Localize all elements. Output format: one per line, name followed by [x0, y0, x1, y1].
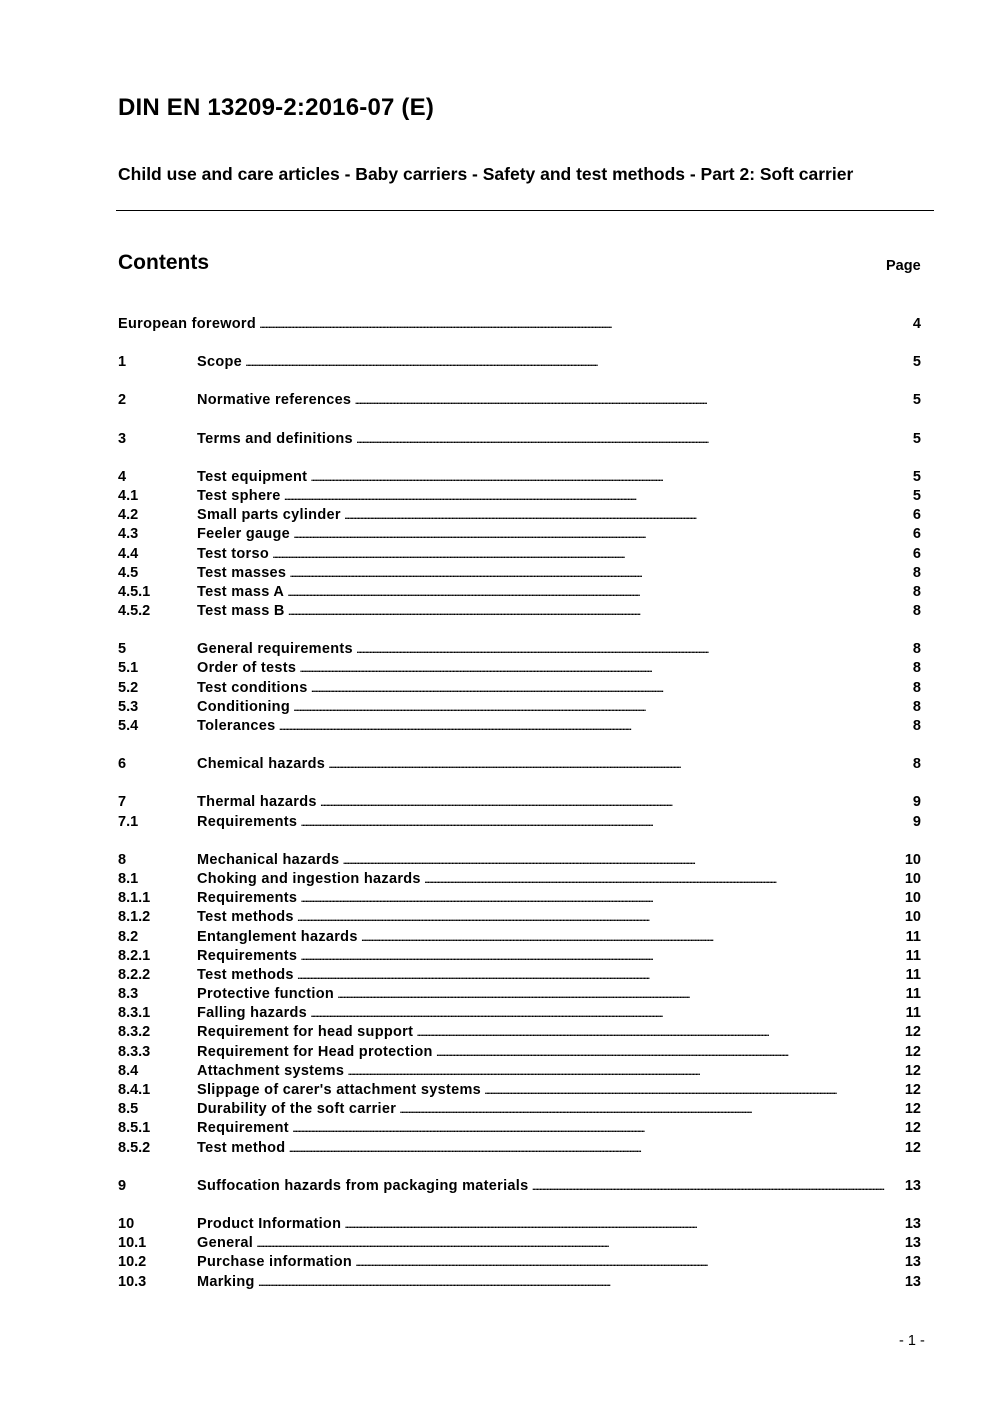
toc-entry[interactable]	[118, 660, 921, 679]
toc-dot-leader	[356, 431, 912, 447]
toc-entry-number: 4.1	[118, 487, 139, 504]
toc-entry[interactable]	[118, 392, 921, 411]
toc-entry-number: 5.2	[118, 679, 139, 696]
toc-dot-leader	[328, 756, 912, 772]
toc-dot-leader	[288, 603, 912, 619]
toc-entry-page: 12	[904, 1139, 921, 1156]
toc-entry[interactable]	[118, 794, 921, 813]
toc-entry-page: 8	[912, 679, 921, 696]
toc-entry[interactable]	[118, 316, 921, 335]
toc-dot-leader	[287, 584, 912, 600]
toc-entry-title: Test conditions	[197, 679, 308, 696]
document-title: DIN EN 13209-2:2016-07 (E)	[118, 94, 435, 121]
toc-dot-leader	[288, 1140, 903, 1156]
toc-entry-page: 10	[904, 890, 921, 907]
toc-entry-page: 11	[905, 947, 921, 964]
toc-entry[interactable]	[118, 1254, 921, 1273]
toc-dot-leader	[256, 1235, 904, 1251]
toc-entry[interactable]	[118, 1120, 921, 1139]
toc-entry-number: 8.5.2	[118, 1139, 151, 1156]
toc-entry-number: 2	[118, 392, 127, 409]
toc-entry-page: 13	[904, 1215, 921, 1232]
toc-entry[interactable]	[118, 756, 921, 775]
toc-entry-number: 8.4.1	[118, 1082, 151, 1098]
toc-entry-title: Tolerances	[197, 718, 276, 734]
toc-entry-page: 10	[904, 870, 921, 887]
title-divider	[116, 210, 934, 211]
toc-entry-number: 10.2	[118, 1254, 147, 1271]
toc-entry-number: 8	[118, 851, 127, 868]
toc-entry[interactable]	[118, 546, 921, 565]
toc-entry-number: 4.5.2	[118, 603, 151, 620]
toc-dot-leader	[531, 1178, 903, 1194]
toc-entry[interactable]	[118, 929, 921, 948]
toc-entry-page: 12	[904, 1101, 921, 1118]
toc-entry-page: 6	[912, 526, 921, 543]
toc-entry-title: Purchase information	[197, 1254, 353, 1271]
toc-entry[interactable]	[118, 488, 921, 507]
toc-entry-title: Small parts cylinder	[197, 507, 341, 524]
toc-entry-page: 11	[905, 986, 921, 1003]
toc-entry-title: General	[197, 1235, 254, 1252]
toc-entry-title: Requirement for Head protection	[197, 1043, 433, 1060]
toc-entry-page: 5	[912, 468, 921, 485]
toc-dot-leader	[299, 660, 912, 676]
toc-entry-number: 5.1	[118, 660, 139, 677]
toc-entry[interactable]	[118, 890, 921, 909]
toc-dot-leader	[416, 1024, 904, 1040]
toc-entry-page: 12	[904, 1082, 921, 1098]
toc-entry-number: 10.3	[118, 1273, 147, 1290]
toc-dot-leader	[484, 1082, 904, 1098]
toc-dot-leader	[292, 1120, 904, 1136]
toc-dot-leader	[300, 890, 904, 906]
page-number: - 1 -	[899, 1333, 925, 1349]
toc-entry-page: 11	[905, 928, 921, 945]
toc-entry-number: 8.5	[118, 1101, 139, 1118]
toc-entry-page: 9	[912, 813, 921, 830]
toc-entry-page: 8	[912, 660, 921, 677]
toc-entry-number: 4.5.1	[118, 583, 151, 600]
toc-entry-page: 11	[905, 966, 921, 983]
toc-entry-number: 8.3.1	[118, 1005, 151, 1022]
toc-entry[interactable]	[118, 1101, 921, 1120]
toc-dot-leader	[337, 986, 905, 1002]
toc-entry-number: 8.3	[118, 986, 139, 1003]
toc-entry-title: Requirements	[197, 890, 298, 907]
toc-dot-leader	[347, 1063, 904, 1079]
toc-entry-number: 8.2	[118, 928, 139, 945]
toc-entry[interactable]	[118, 680, 921, 699]
toc-entry-title: Entanglement hazards	[197, 928, 358, 945]
toc-entry-title: Falling hazards	[197, 1005, 308, 1022]
toc-dot-leader	[279, 718, 912, 734]
toc-entry-page: 5	[912, 430, 921, 447]
toc-entry-page: 12	[904, 1120, 921, 1137]
toc-entry[interactable]	[118, 1044, 921, 1063]
toc-entry-title: Requirement for head support	[197, 1024, 414, 1041]
toc-entry[interactable]	[118, 1024, 921, 1043]
toc-dot-leader	[355, 1254, 904, 1270]
toc-entry-page: 8	[912, 641, 921, 658]
toc-entry-page: 5	[912, 392, 921, 409]
toc-entry[interactable]	[118, 641, 921, 660]
toc-entry-page: 12	[904, 1043, 921, 1060]
table-of-contents	[118, 316, 921, 1293]
toc-dot-leader	[258, 1274, 904, 1290]
toc-entry[interactable]	[118, 967, 921, 986]
toc-dot-leader	[289, 565, 912, 581]
toc-entry-page: 8	[912, 583, 921, 600]
toc-entry-number: 4	[118, 468, 127, 485]
toc-entry-number: 1	[118, 354, 127, 371]
toc-entry-number: 7	[118, 794, 127, 811]
toc-entry-title: Test mass B	[197, 603, 285, 620]
toc-entry-page: 12	[904, 1062, 921, 1079]
toc-entry-page: 10	[904, 851, 921, 868]
toc-entry[interactable]	[118, 469, 921, 488]
toc-entry-title: General requirements	[197, 641, 353, 658]
toc-entry-page: 5	[912, 354, 921, 371]
toc-dot-leader	[436, 1044, 904, 1060]
toc-entry-page: 13	[904, 1177, 921, 1194]
toc-entry[interactable]	[118, 1140, 921, 1159]
toc-entry[interactable]	[118, 909, 921, 928]
toc-dot-leader	[310, 469, 912, 485]
toc-entry-title: Normative references	[197, 392, 352, 409]
toc-dot-leader	[311, 680, 912, 696]
toc-entry[interactable]	[118, 1005, 921, 1024]
toc-entry-title: Test masses	[197, 564, 287, 581]
toc-entry-title: Choking and ingestion hazards	[197, 870, 421, 887]
toc-dot-leader	[259, 316, 912, 332]
toc-dot-leader	[300, 814, 912, 830]
toc-entry-page: 6	[912, 545, 921, 562]
toc-dot-leader	[356, 641, 912, 657]
toc-dot-leader	[424, 871, 904, 887]
toc-entry-number: 8.1.1	[118, 890, 151, 907]
toc-entry-title: Test method	[197, 1139, 286, 1156]
toc-entry-number: 8.1.2	[118, 909, 151, 926]
toc-entry-number: 8.4	[118, 1062, 139, 1079]
toc-dot-leader	[354, 392, 912, 408]
toc-entry-number: 8.2.1	[118, 947, 151, 964]
toc-entry[interactable]	[118, 1216, 921, 1235]
toc-entry-title: Test sphere	[197, 487, 281, 504]
toc-entry-page: 11	[905, 1005, 921, 1022]
toc-entry-title: Attachment systems	[197, 1062, 345, 1079]
toc-entry-title: Thermal hazards	[197, 794, 317, 811]
toc-entry-number: 10	[118, 1215, 135, 1232]
toc-entry-title: Requirements	[197, 813, 298, 830]
toc-entry-number: 8.1	[118, 870, 139, 887]
toc-entry-title: Chemical hazards	[197, 756, 326, 773]
toc-entry-page: 13	[904, 1235, 921, 1252]
toc-entry-page: 8	[912, 603, 921, 620]
toc-entry-number: 5.4	[118, 718, 139, 734]
toc-entry[interactable]	[118, 986, 921, 1005]
toc-entry-number: 6	[118, 756, 127, 773]
toc-entry-number: 4.4	[118, 545, 139, 562]
toc-entry-title: Requirement	[197, 1120, 289, 1137]
toc-entry-title: Test mass A	[197, 583, 285, 600]
toc-entry-page: 8	[912, 564, 921, 581]
contents-heading: Contents	[118, 251, 209, 274]
toc-entry-number: 4.3	[118, 526, 139, 543]
toc-entry-title: Requirements	[197, 947, 298, 964]
toc-entry-number: 8.3.3	[118, 1043, 151, 1060]
toc-entry-number: 7.1	[118, 813, 139, 830]
toc-entry-title: Test methods	[197, 909, 294, 926]
toc-entry-number: 5.3	[118, 698, 139, 715]
toc-entry-title: European foreword	[118, 316, 257, 332]
toc-entry-page: 13	[904, 1254, 921, 1271]
toc-entry-number: 8.2.2	[118, 966, 151, 983]
toc-entry[interactable]	[118, 699, 921, 718]
toc-entry-title: Durability of the soft carrier	[197, 1101, 397, 1118]
toc-entry-title: Terms and definitions	[197, 430, 353, 447]
document-subtitle: Child use and care articles - Baby carriers - Safety and test methods - Part 2: Soft carrier	[118, 164, 854, 184]
toc-entry-page: 12	[904, 1024, 921, 1041]
toc-entry[interactable]	[118, 526, 921, 545]
toc-entry-page: 8	[912, 698, 921, 715]
toc-entry-page: 8	[912, 718, 921, 734]
toc-entry-number: 4.5	[118, 564, 139, 581]
toc-dot-leader	[344, 507, 912, 523]
toc-entry-title: Test methods	[197, 966, 294, 983]
toc-entry-page: 13	[904, 1273, 921, 1290]
toc-dot-leader	[399, 1101, 904, 1117]
toc-entry-page: 8	[912, 756, 921, 773]
toc-entry-page: 10	[904, 909, 921, 926]
toc-entry[interactable]	[118, 565, 921, 584]
toc-entry[interactable]	[118, 1063, 921, 1082]
toc-entry-number: 4.2	[118, 507, 139, 524]
toc-dot-leader	[297, 909, 904, 925]
toc-dot-leader	[344, 1216, 904, 1232]
toc-entry[interactable]	[118, 852, 921, 871]
toc-dot-leader	[245, 354, 912, 370]
toc-entry-title: Product Information	[197, 1215, 342, 1232]
toc-entry-title: Marking	[197, 1273, 255, 1290]
toc-entry-page: 5	[912, 487, 921, 504]
toc-entry-number: 5	[118, 641, 127, 658]
toc-entry-number: 10.1	[118, 1235, 147, 1252]
toc-entry-number: 8.3.2	[118, 1024, 151, 1041]
toc-entry-page: 6	[912, 507, 921, 524]
toc-dot-leader	[297, 967, 905, 983]
toc-entry[interactable]	[118, 1178, 921, 1197]
toc-dot-leader	[361, 929, 905, 945]
toc-entry[interactable]	[118, 1082, 921, 1101]
page-column-label: Page	[886, 258, 921, 274]
toc-dot-leader	[300, 948, 904, 964]
toc-entry[interactable]	[118, 814, 921, 833]
toc-entry[interactable]	[118, 507, 921, 526]
toc-entry-title: Slippage of carer's attachment systems	[197, 1082, 482, 1098]
toc-entry-title: Test torso	[197, 545, 270, 562]
toc-entry-title: Test equipment	[197, 468, 308, 485]
toc-entry[interactable]	[118, 871, 921, 890]
toc-entry-title: Feeler gauge	[197, 526, 291, 543]
toc-entry-title: Suffocation hazards from packaging materials	[197, 1177, 529, 1194]
toc-entry-title: Scope	[197, 354, 243, 371]
toc-dot-leader	[320, 794, 912, 810]
toc-entry-number: 8.5.1	[118, 1120, 151, 1137]
toc-entry[interactable]	[118, 718, 921, 737]
toc-dot-leader	[310, 1005, 905, 1021]
toc-dot-leader	[284, 488, 912, 504]
toc-entry-number: 9	[118, 1177, 127, 1194]
toc-dot-leader	[272, 546, 912, 562]
toc-entry-page: 9	[912, 794, 921, 811]
toc-entry[interactable]	[118, 584, 921, 603]
toc-dot-leader	[342, 852, 903, 868]
toc-entry-title: Mechanical hazards	[197, 851, 340, 868]
toc-entry[interactable]	[118, 431, 921, 450]
toc-entry-number: 3	[118, 430, 127, 447]
toc-entry[interactable]	[118, 948, 921, 967]
toc-entry-title: Protective function	[197, 986, 335, 1003]
toc-dot-leader	[293, 526, 912, 542]
toc-entry[interactable]	[118, 354, 921, 373]
toc-entry[interactable]	[118, 603, 921, 622]
toc-dot-leader	[293, 699, 912, 715]
toc-entry[interactable]	[118, 1274, 921, 1293]
toc-entry-title: Conditioning	[197, 698, 290, 715]
toc-entry-page: 4	[912, 316, 921, 332]
toc-entry-title: Order of tests	[197, 660, 297, 677]
toc-entry[interactable]	[118, 1235, 921, 1254]
